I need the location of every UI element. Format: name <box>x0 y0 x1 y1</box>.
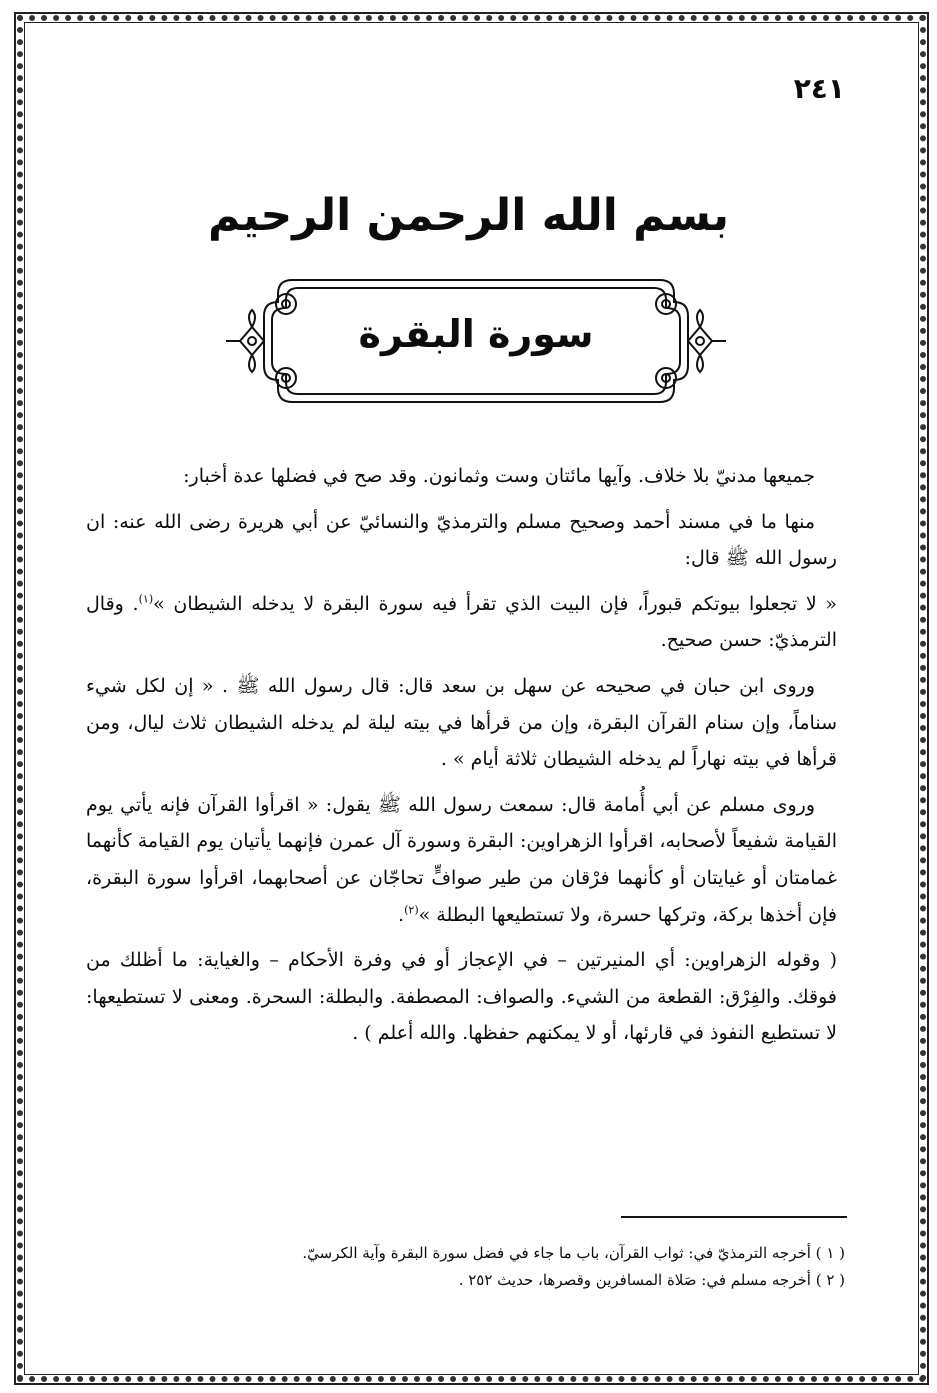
paragraph-muslim-narration <box>86 787 837 933</box>
surah-title: سورة البقرة <box>358 312 594 356</box>
paragraph-hadith-1 <box>86 586 837 659</box>
muslim-hadith-text: وروى مسلم عن أبي أُمامة قال: سمعت رسول الله ﷺ يقول: « اقرأوا القرآن فإنه يأتي يوم القيامة شفيعاً لأصحابه، اقرأوا الزهراوين: البقرة وسورة آل عمرن فإنهما يأتيان يوم القيامة كأنهما غمامتان أو غيايتان أو كأنهما فرْقان من طير صوافٍّ تحاجّان عن أصحابهما، اقرأوا سورة البقرة، فإن أخذها بركة، وتركها حسرة، ولا تستطيعها البطلة » <box>86 793 837 926</box>
page-number: ٢٤١ <box>793 72 845 105</box>
footnote-2: ( ٢ ) أخرجه مسلم في: صَلاة المسافرين وقصرها، حديث ٢٥٢ . <box>458 1271 845 1289</box>
footnote-ref-1: (١) <box>138 592 154 606</box>
paragraph-ibn-hibban: وروى ابن حبان في صحيحه عن سهل بن سعد قال: قال رسول الله ﷺ . « إن لكل شيء سناماً، وإن سنام القرآن البقرة، وإن من قرأها في بيته ليلة لم يدخله الشيطان ثلاث ليال، ومن قرأها في بيته نهاراً لم يدخله الشيطان ثلاثة أيام » . <box>86 674 837 771</box>
muslim-hadith-end: . <box>398 903 405 926</box>
footnotes <box>160 1240 845 1294</box>
hadith-1-text: « لا تجعلوا بيوتكم قبوراً، فإن البيت الذي تقرأ فيه سورة البقرة لا يدخله الشيطان » <box>153 592 837 615</box>
surah-title-cartouche <box>222 272 730 410</box>
main-text <box>86 458 837 1061</box>
paragraph-explanation: ( وقوله الزهراوين: أي المنيرتين – في الإعجاز أو في وفرة الأحكام – والغياية: ما أظلك من فوقك. والفِرْق: القطعة من الشيء. والصواف: المصطفة. والبطلة: السحرة. ومعنى لا تستطيعها: لا تستطيع النفوذ في قارئها، أو لا يمكنهم حفظها. والله أعلم ) . <box>86 949 837 1045</box>
footnote-ref-2: (٢) <box>404 903 419 917</box>
paragraph-ahmad-narration: منها ما في مسند أحمد وصحيح مسلم والترمذيّ والنسائيّ عن أبي هريرة رضى الله عنه: ان رسول الله ﷺ قال: <box>86 510 837 570</box>
paragraph-intro: جميعها مدنيّ بلا خلاف. وآيها مائتان وست وثمانون. وقد صح في فضلها عدة أخبار: <box>183 465 815 487</box>
tirmidhi-grading: . وقال الترمذيّ: حسن صحيح. <box>86 592 837 652</box>
footnote-1: ( ١ ) أخرجه الترمذيّ في: ثواب القرآن، باب ما جاء في فضل سورة البقرة وآية الكرسيّ. <box>302 1244 845 1262</box>
footnote-divider <box>621 1216 847 1218</box>
basmala-heading: بسم الله الرحمن الرحيم <box>208 190 729 241</box>
